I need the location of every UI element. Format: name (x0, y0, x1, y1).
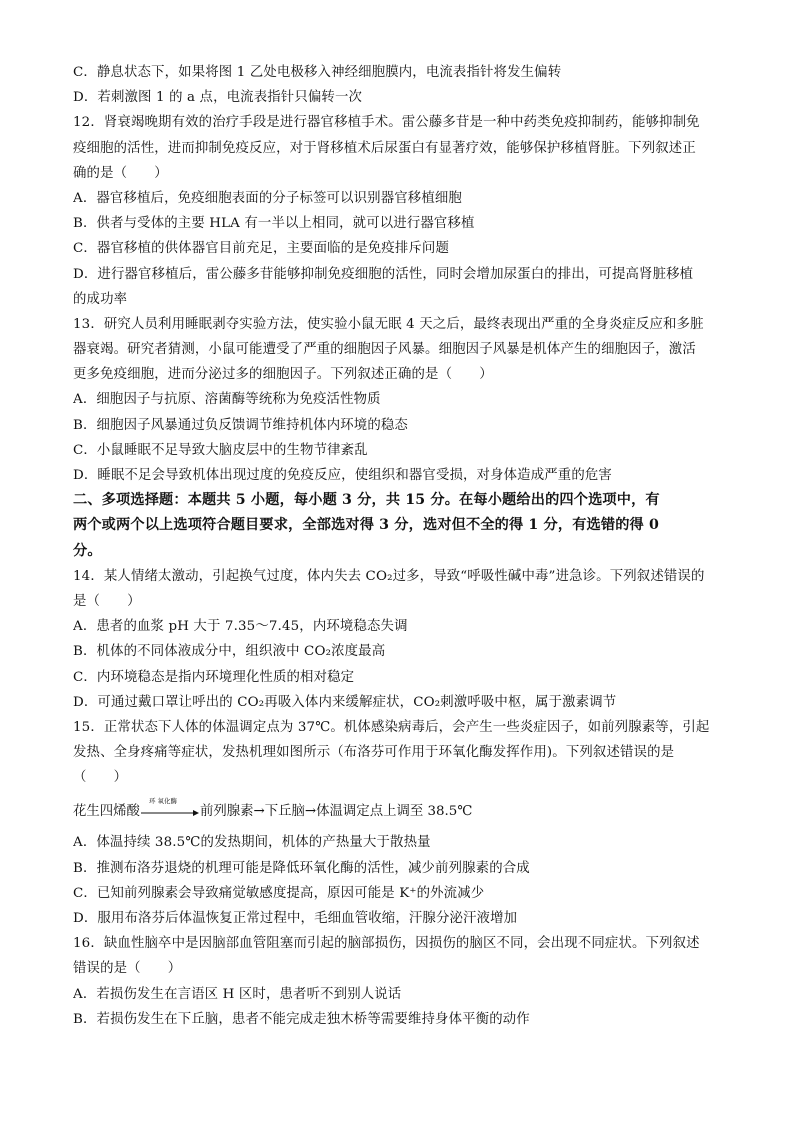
text-line: （ ） (73, 770, 128, 786)
option-d: D．进行器官移植后，雷公藤多苷能够抑制免疫细胞的活性，同时会增加尿蛋白的排出，可提高肾脏移植 (73, 266, 694, 282)
text-line: 错误的是（ ） (73, 961, 182, 977)
text-line: 确的是（ ） (73, 165, 168, 181)
option-c: C．小鼠睡眠不足导致大脑皮层中的生物节律紊乱 (73, 442, 368, 458)
question-13-stem: 13．研究人员利用睡眠剥夺实验方法，使实验小鼠无眠 4 天之后，最终表现出严重的全身炎症反应和多脏 (73, 316, 704, 332)
option-a: A．若损伤发生在言语区 H 区时，患者听不到别人说话 (73, 986, 402, 1002)
block-top (73, 60, 723, 488)
option-d: D．可通过戴口罩让呼出的 CO₂再吸入体内来缓解症状，CO₂刺激呼吸中枢，属于激素调节 (73, 694, 617, 710)
option-a: A．细胞因子与抗原、溶菌酶等统称为免疫活性物质 (73, 392, 381, 408)
option-c: C．器官移植的供体器官目前充足，主要面临的是免疫排斥问题 (73, 241, 449, 257)
section-heading (73, 488, 723, 564)
option-c: C．已知前列腺素会导致痛觉敏感度提高，原因可能是 K⁺的外流减少 (73, 885, 485, 901)
text-line: C．静息状态下，如果将图 1 乙处电极移入神经细胞膜内，电流表指针将发生偏转 (73, 65, 562, 80)
arrow-label: 环 氧化酶 (148, 796, 178, 805)
exam-page (73, 60, 723, 1032)
question-16-stem: 16．缺血性脑卒中是因脑部血管阻塞而引起的脑部损伤，因损伤的脑区不同，会出现不同症状。下列叙述 (73, 936, 700, 952)
section-heading-line: 两个或两个以上选项符合题目要求，全部选对得 3 分，选对但不全的得 1 分，有选错的得 0 (73, 517, 660, 534)
diagram-rest: 前列腺素→下丘脑→体温调定点上调至 38.5℃ (199, 804, 473, 820)
option-d: D．服用布洛芬后体温恢复正常过程中，毛细血管收缩，汗腺分泌汗液增加 (73, 911, 518, 926)
option-b: B．供者与受体的主要 HLA 有一半以上相同，就可以进行器官移植 (73, 216, 475, 232)
option-c: C．内环境稳态是指内环境理化性质的相对稳定 (73, 669, 355, 685)
option-a: A．器官移植后，免疫细胞表面的分子标签可以识别器官移植细胞 (73, 190, 462, 206)
enzyme-arrow (141, 796, 199, 819)
text-line: 疫细胞的活性，进而抑制免疫反应，对于肾移植术后尿蛋白有显著疗效，能够保护移植肾脏。下列叙述正 (73, 140, 696, 156)
option-b: B．若损伤发生在下丘脑，患者不能完成走独木桥等需要维持身体平衡的动作 (73, 1011, 530, 1027)
text-line: 器衰竭。研究者猜测，小鼠可能遭受了严重的细胞因子风暴。细胞因子风暴是机体产生的细胞因子，激活 (73, 342, 696, 358)
fever-mechanism-diagram (73, 794, 723, 830)
text-line: 的成功率 (73, 291, 128, 307)
arrow-right-icon (141, 810, 199, 816)
question-14-stem: 14．某人情绪太激动，引起换气过度，体内失去 CO₂过多，导致“呼吸性碱中毒”进急诊。下列叙述错误的 (73, 568, 705, 584)
option-b: B．细胞因子风暴通过负反馈调节维持机体内环境的稳态 (73, 417, 408, 433)
text-line: 是（ ） (73, 593, 141, 609)
text-line: D．若刺激图 1 的 a 点，电流表指针只偏转一次 (73, 90, 363, 106)
question-15-stem: 15．正常状态下人体的体温调定点为 37℃。机体感染病毒后，会产生一些炎症因子，如前列腺素等，引起 (73, 719, 710, 735)
text-line: 更多免疫细胞，进而分泌过多的细胞因子。下列叙述正确的是（ ） (73, 367, 493, 383)
text-line: 发热、全身疼痛等症状，发热机理如图所示（布洛芬可作用于环氧化酶发挥作用)。下列叙述错误的是 (73, 745, 675, 761)
section-heading-line: 二、多项选择题：本题共 5 小题，每小题 3 分，共 15 分。在每小题给出的四个选项中，有 (73, 492, 660, 509)
option-a: A．患者的血浆 pH 大于 7.35～7.45，内环境稳态失调 (73, 619, 408, 635)
question-12-stem: 12．肾衰竭晚期有效的治疗手段是进行器官移植手术。雷公藤多苷是一种中药类免疫抑制药，能够抑制免 (73, 115, 700, 131)
option-b: B．机体的不同体液成分中，组织液中 CO₂浓度最高 (73, 644, 386, 660)
section-heading-line: 分。 (73, 542, 102, 559)
option-a: A．体温持续 38.5℃的发热期间，机体的产热量大于散热量 (73, 835, 431, 851)
option-d: D．睡眠不足会导致机体出现过度的免疫反应，使组织和器官受损，对身体造成严重的危害 (73, 468, 612, 483)
option-b: B．推测布洛芬退烧的机理可能是降低环氧化酶的活性，减少前列腺素的合成 (73, 860, 530, 876)
diagram-start-node: 花生四烯酸 (73, 804, 140, 820)
block-bottom (73, 830, 723, 1032)
block-mid (73, 564, 723, 791)
